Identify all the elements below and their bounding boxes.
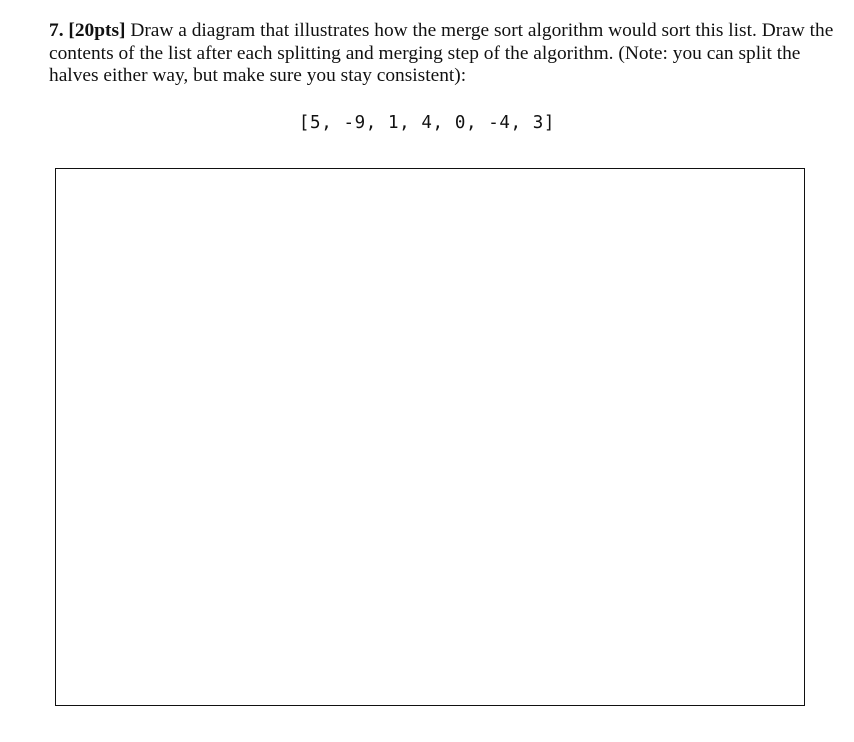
question-points: [20pts] <box>68 20 126 41</box>
answer-box[interactable] <box>55 168 805 706</box>
list-to-sort: [5, -9, 1, 4, 0, -4, 3] <box>298 113 556 133</box>
question-text <box>49 20 839 88</box>
question-body: Draw a diagram that illustrates how the merge sort algorithm would sort this list. Draw the contents of the list after each splitting and merging step of the algorithm. (Note: you can split the halves either way, but make sure you stay consistent): <box>49 20 834 86</box>
question-number: 7. <box>49 20 64 41</box>
